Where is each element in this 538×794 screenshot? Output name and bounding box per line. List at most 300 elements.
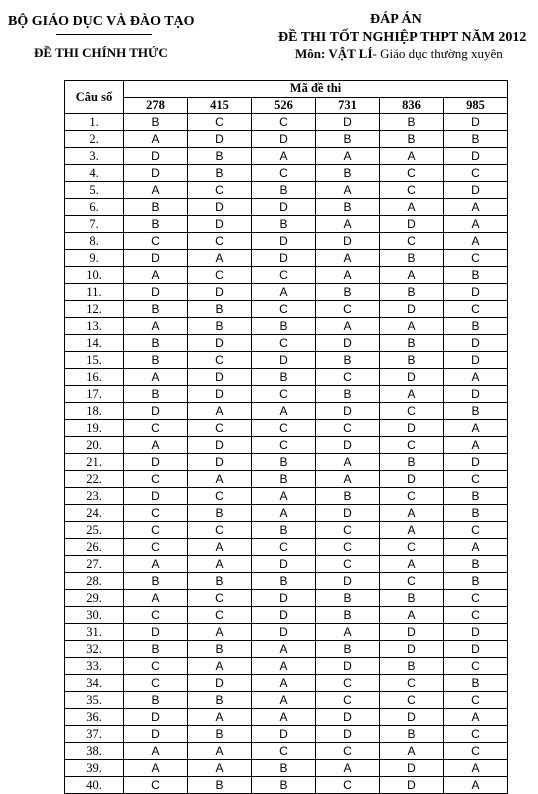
answer-cell: C (252, 743, 316, 760)
answer-cell: A (188, 250, 252, 267)
answer-cell: B (316, 165, 380, 182)
answer-cell: A (380, 267, 444, 284)
answer-cell: C (188, 114, 252, 131)
answer-cell: B (188, 505, 252, 522)
table-row (65, 437, 508, 454)
answer-cell: A (124, 590, 188, 607)
answer-cell: A (124, 182, 188, 199)
answer-cell: B (124, 335, 188, 352)
answer-cell: A (124, 318, 188, 335)
answer-cell: D (380, 216, 444, 233)
answer-cell: A (188, 471, 252, 488)
answer-cell: C (124, 539, 188, 556)
answer-cell: A (124, 369, 188, 386)
table-row (65, 488, 508, 505)
question-number: 16. (65, 369, 124, 386)
answer-cell: B (444, 556, 508, 573)
answer-cell: B (444, 573, 508, 590)
answer-cell: B (252, 471, 316, 488)
answer-cell: C (252, 114, 316, 131)
answer-cell: A (316, 216, 380, 233)
answer-cell: A (188, 624, 252, 641)
answer-cell: D (124, 624, 188, 641)
answer-cell: D (188, 199, 252, 216)
answer-cell: B (124, 352, 188, 369)
answer-cell: D (188, 386, 252, 403)
question-number-header: Câu số (65, 81, 124, 114)
answer-cell: C (252, 335, 316, 352)
table-row (65, 403, 508, 420)
table-row (65, 505, 508, 522)
answer-cell: A (124, 267, 188, 284)
answer-cell: D (124, 148, 188, 165)
question-number: 9. (65, 250, 124, 267)
answer-key-title: ĐÁP ÁN (370, 12, 422, 27)
table-row (65, 114, 508, 131)
answer-cell: A (316, 454, 380, 471)
answer-cell: A (316, 267, 380, 284)
question-number: 38. (65, 743, 124, 760)
question-number: 22. (65, 471, 124, 488)
question-number: 39. (65, 760, 124, 777)
question-number: 2. (65, 131, 124, 148)
table-row (65, 573, 508, 590)
question-number: 35. (65, 692, 124, 709)
answer-cell: D (316, 437, 380, 454)
answer-cell: A (316, 182, 380, 199)
answer-cell: A (188, 539, 252, 556)
answer-cell: C (444, 658, 508, 675)
table-row (65, 590, 508, 607)
answer-cell: A (252, 709, 316, 726)
answer-cell: D (124, 284, 188, 301)
answer-cell: C (444, 471, 508, 488)
question-number: 32. (65, 641, 124, 658)
answer-cell: C (124, 233, 188, 250)
table-row (65, 352, 508, 369)
answer-cell: B (124, 301, 188, 318)
answer-cell: C (188, 352, 252, 369)
answer-cell: A (380, 148, 444, 165)
answer-cell: A (124, 760, 188, 777)
answer-cell: A (124, 556, 188, 573)
answer-cell: A (380, 505, 444, 522)
header-divider (56, 34, 152, 35)
answer-cell: C (316, 777, 380, 794)
answer-cell: A (444, 199, 508, 216)
question-number: 28. (65, 573, 124, 590)
answer-cell: B (188, 573, 252, 590)
answer-cell: A (380, 607, 444, 624)
answer-cell: A (316, 760, 380, 777)
question-number: 14. (65, 335, 124, 352)
question-number: 36. (65, 709, 124, 726)
answer-cell: B (252, 522, 316, 539)
subject-label: Môn: VẬT LÍ (295, 46, 373, 61)
answer-cell: B (316, 199, 380, 216)
question-number: 33. (65, 658, 124, 675)
answer-cell: C (380, 182, 444, 199)
answer-cell: D (188, 216, 252, 233)
question-number: 40. (65, 777, 124, 794)
answer-cell: B (124, 386, 188, 403)
table-row (65, 267, 508, 284)
answer-rows (65, 114, 508, 794)
answer-cell: D (444, 352, 508, 369)
table-row (65, 335, 508, 352)
answer-table (64, 80, 508, 794)
answer-cell: B (380, 590, 444, 607)
answer-cell: A (252, 403, 316, 420)
answer-cell: B (444, 131, 508, 148)
answer-cell: A (252, 505, 316, 522)
answer-cell: B (252, 760, 316, 777)
answer-cell: B (188, 318, 252, 335)
answer-cell: A (444, 369, 508, 386)
answer-cell: C (444, 607, 508, 624)
answer-cell: C (316, 539, 380, 556)
answer-cell: B (380, 114, 444, 131)
answer-cell: D (252, 352, 316, 369)
answer-cell: D (444, 284, 508, 301)
answer-cell: C (252, 539, 316, 556)
answer-cell: A (252, 284, 316, 301)
subject-program: - Giáo dục thường xuyên (372, 46, 503, 61)
answer-cell: C (380, 692, 444, 709)
answer-cell: B (124, 641, 188, 658)
question-number: 8. (65, 233, 124, 250)
answer-cell: D (252, 556, 316, 573)
answer-cell: B (124, 199, 188, 216)
answer-cell: B (252, 216, 316, 233)
answer-cell: A (444, 777, 508, 794)
table-row (65, 777, 508, 794)
question-number: 27. (65, 556, 124, 573)
table-row (65, 675, 508, 692)
answer-cell: B (380, 658, 444, 675)
answer-cell: D (188, 675, 252, 692)
answer-cell: B (444, 403, 508, 420)
question-number: 7. (65, 216, 124, 233)
answer-cell: D (252, 726, 316, 743)
answer-cell: B (380, 352, 444, 369)
answer-cell: A (316, 624, 380, 641)
exam-code-985: 985 (444, 97, 508, 114)
answer-cell: B (444, 488, 508, 505)
answer-cell: D (316, 709, 380, 726)
answer-cell: A (380, 318, 444, 335)
answer-cell: A (188, 403, 252, 420)
answer-cell: B (316, 590, 380, 607)
table-row (65, 301, 508, 318)
answer-cell: C (252, 437, 316, 454)
answer-cell: D (444, 454, 508, 471)
answer-cell: D (444, 148, 508, 165)
answer-cell: B (444, 675, 508, 692)
answer-cell: D (444, 386, 508, 403)
answer-cell: C (252, 420, 316, 437)
answer-cell: B (124, 692, 188, 709)
answer-cell: C (124, 522, 188, 539)
answer-cell: C (124, 505, 188, 522)
answer-cell: C (124, 675, 188, 692)
answer-cell: C (124, 658, 188, 675)
answer-cell: D (124, 488, 188, 505)
answer-cell: C (252, 301, 316, 318)
answer-cell: D (188, 437, 252, 454)
answer-cell: C (380, 403, 444, 420)
table-row (65, 250, 508, 267)
answer-cell: C (316, 692, 380, 709)
answer-cell: A (316, 471, 380, 488)
answer-cell: B (316, 607, 380, 624)
question-number: 18. (65, 403, 124, 420)
answer-cell: A (380, 556, 444, 573)
answer-cell: D (380, 369, 444, 386)
answer-cell: C (444, 165, 508, 182)
table-row (65, 454, 508, 471)
table-row (65, 624, 508, 641)
question-number: 3. (65, 148, 124, 165)
answer-cell: D (380, 301, 444, 318)
answer-cell: B (380, 131, 444, 148)
answer-cell: D (380, 641, 444, 658)
question-number: 25. (65, 522, 124, 539)
answer-cell: C (316, 420, 380, 437)
answer-cell: D (124, 165, 188, 182)
answer-cell: C (380, 539, 444, 556)
answer-cell: B (316, 352, 380, 369)
table-row (65, 386, 508, 403)
answer-cell: C (316, 743, 380, 760)
question-number: 31. (65, 624, 124, 641)
exam-code-526: 526 (252, 97, 316, 114)
answer-cell: D (316, 114, 380, 131)
question-number: 29. (65, 590, 124, 607)
answer-cell: C (188, 522, 252, 539)
answer-cell: C (188, 607, 252, 624)
answer-cell: A (444, 709, 508, 726)
answer-cell: D (380, 624, 444, 641)
table-row (65, 760, 508, 777)
table-row (65, 539, 508, 556)
answer-cell: B (188, 148, 252, 165)
subject-line (295, 46, 503, 62)
table-row (65, 522, 508, 539)
question-number: 6. (65, 199, 124, 216)
question-number: 24. (65, 505, 124, 522)
question-number: 37. (65, 726, 124, 743)
answer-cell: D (252, 233, 316, 250)
answer-cell: D (380, 420, 444, 437)
answer-cell: A (252, 488, 316, 505)
answer-cell: C (316, 369, 380, 386)
answer-cell: C (444, 590, 508, 607)
answer-cell: D (444, 114, 508, 131)
answer-cell: A (252, 641, 316, 658)
answer-cell: D (124, 709, 188, 726)
answer-cell: A (252, 148, 316, 165)
question-number: 26. (65, 539, 124, 556)
answer-cell: B (188, 165, 252, 182)
question-number: 15. (65, 352, 124, 369)
question-number: 20. (65, 437, 124, 454)
answer-cell: D (188, 131, 252, 148)
table-row (65, 369, 508, 386)
answer-cell: A (124, 437, 188, 454)
answer-cell: B (124, 114, 188, 131)
answer-cell: C (124, 420, 188, 437)
answer-cell: D (444, 641, 508, 658)
exam-code-415: 415 (188, 97, 252, 114)
answer-cell: A (252, 692, 316, 709)
answer-cell: C (188, 488, 252, 505)
answer-cell: B (188, 641, 252, 658)
answer-cell: C (188, 182, 252, 199)
table-row (65, 284, 508, 301)
answer-cell: B (444, 318, 508, 335)
answer-cell: B (188, 777, 252, 794)
table-row (65, 607, 508, 624)
answer-cell: D (188, 335, 252, 352)
question-number: 30. (65, 607, 124, 624)
answer-cell: D (252, 131, 316, 148)
answer-cell: A (444, 760, 508, 777)
answer-cell: C (444, 692, 508, 709)
answer-cell: B (124, 573, 188, 590)
table-row (65, 420, 508, 437)
answer-cell: C (316, 556, 380, 573)
answer-cell: B (188, 692, 252, 709)
answer-cell: C (124, 471, 188, 488)
table-row (65, 318, 508, 335)
answer-cell: D (316, 403, 380, 420)
question-number: 13. (65, 318, 124, 335)
answer-cell: B (380, 454, 444, 471)
table-row (65, 709, 508, 726)
answer-cell: A (380, 522, 444, 539)
answer-cell: C (444, 522, 508, 539)
answer-cell: D (316, 335, 380, 352)
answer-cell: B (188, 726, 252, 743)
answer-cell: A (444, 420, 508, 437)
table-row (65, 148, 508, 165)
answer-cell: C (380, 488, 444, 505)
answer-cell: C (380, 675, 444, 692)
table-row (65, 726, 508, 743)
answer-cell: D (188, 369, 252, 386)
answer-cell: A (252, 658, 316, 675)
answer-cell: D (124, 250, 188, 267)
answer-cell: A (188, 709, 252, 726)
answer-cell: C (188, 233, 252, 250)
table-row (65, 216, 508, 233)
question-number: 17. (65, 386, 124, 403)
answer-cell: D (252, 624, 316, 641)
answer-cell: D (380, 471, 444, 488)
answer-cell: A (316, 318, 380, 335)
table-row (65, 556, 508, 573)
answer-cell: B (444, 267, 508, 284)
answer-cell: C (316, 301, 380, 318)
answer-cell: A (316, 250, 380, 267)
answer-cell: A (124, 743, 188, 760)
answer-cell: C (316, 522, 380, 539)
table-row (65, 658, 508, 675)
answer-cell: C (316, 675, 380, 692)
answer-cell: A (444, 539, 508, 556)
exam-code-836: 836 (380, 97, 444, 114)
answer-cell: D (252, 199, 316, 216)
answer-cell: C (444, 726, 508, 743)
answer-cell: C (252, 165, 316, 182)
answer-cell: A (380, 386, 444, 403)
answer-cell: A (188, 743, 252, 760)
answer-cell: D (252, 607, 316, 624)
answer-cell: D (188, 284, 252, 301)
answer-cell: C (380, 437, 444, 454)
ministry-name: BỘ GIÁO DỤC VÀ ĐÀO TẠO (8, 14, 195, 29)
answer-cell: A (188, 556, 252, 573)
answer-cell: C (444, 743, 508, 760)
answer-cell: C (252, 267, 316, 284)
answer-cell: D (316, 658, 380, 675)
table-row (65, 182, 508, 199)
answer-cell: B (316, 386, 380, 403)
answer-cell: D (444, 182, 508, 199)
answer-cell: D (380, 760, 444, 777)
question-number: 5. (65, 182, 124, 199)
answer-cell: C (188, 267, 252, 284)
answer-cell: C (380, 233, 444, 250)
question-number: 10. (65, 267, 124, 284)
answer-cell: D (124, 726, 188, 743)
answer-cell: B (380, 726, 444, 743)
table-row (65, 692, 508, 709)
answer-cell: B (124, 216, 188, 233)
answer-cell: B (252, 369, 316, 386)
answer-cell: B (188, 301, 252, 318)
answer-cell: A (380, 199, 444, 216)
answer-cell: D (444, 624, 508, 641)
table-row (65, 199, 508, 216)
question-number: 34. (65, 675, 124, 692)
exam-code-row (65, 97, 508, 114)
answer-cell: D (316, 505, 380, 522)
answer-cell: D (188, 454, 252, 471)
table-row (65, 743, 508, 760)
exam-title: ĐỀ THI TỐT NGHIỆP THPT NĂM 2012 (278, 30, 527, 45)
answer-cell: A (188, 658, 252, 675)
answer-cell: C (124, 777, 188, 794)
exam-code-header: Mã đề thi (124, 81, 508, 98)
answer-cell: B (316, 284, 380, 301)
table-row (65, 471, 508, 488)
answer-cell: A (252, 675, 316, 692)
answer-cell: D (252, 250, 316, 267)
question-number: 1. (65, 114, 124, 131)
table-row (65, 131, 508, 148)
answer-cell: C (252, 386, 316, 403)
answer-cell: D (316, 233, 380, 250)
answer-cell: A (380, 743, 444, 760)
answer-cell: C (188, 590, 252, 607)
table-row (65, 165, 508, 182)
answer-cell: A (316, 148, 380, 165)
answer-cell: D (124, 403, 188, 420)
answer-cell: B (252, 454, 316, 471)
answer-cell: B (380, 284, 444, 301)
